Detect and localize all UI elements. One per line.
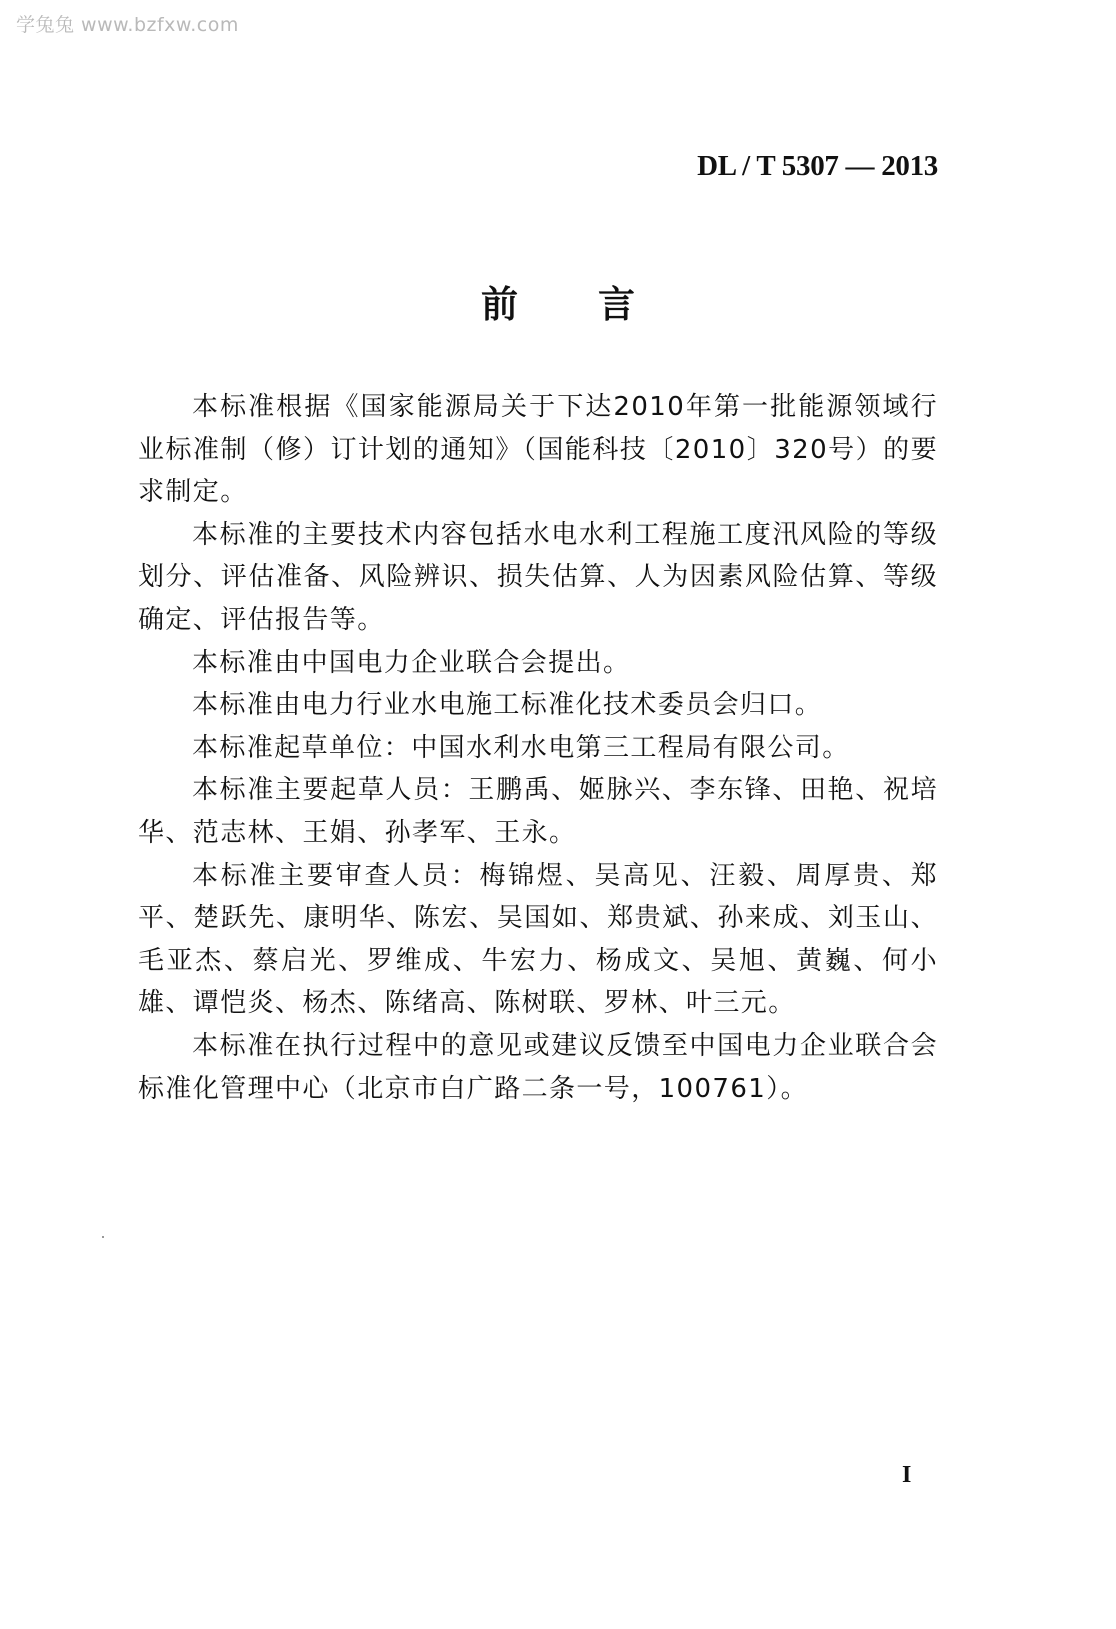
- page-number: I: [902, 1462, 912, 1488]
- scan-speck: [102, 1236, 104, 1238]
- watermark-text: 学兔兔 www.bzfxw.com: [16, 14, 239, 36]
- paragraph-drafting-unit: 本标准起草单位：中国水利水电第三工程局有限公司。: [192, 732, 850, 763]
- paragraph-administrator: 本标准由电力行业水电施工标准化技术委员会归口。: [192, 690, 823, 721]
- page-title-char-1: 前: [481, 283, 518, 326]
- paragraph-basis: 本标准根据《国家能源局关于下达2010年第一批能源领域行业标准制（修）订计划的通知》（国能科技〔2010〕320号）的要求制定。: [138, 392, 938, 508]
- standard-code: DL / T 5307 — 2013: [697, 150, 938, 182]
- paragraph-proposer: 本标准由中国电力企业联合会提出。: [192, 647, 631, 678]
- page-title: [0, 274, 1116, 328]
- paragraph-drafters: 本标准主要起草人员：王鹏禹、姬脉兴、李东锋、田艳、祝培华、范志林、王娟、孙孝军、王永。: [138, 775, 938, 848]
- preface-body: [138, 386, 938, 1110]
- page-title-char-2: 言: [598, 283, 635, 326]
- paragraph-feedback: 本标准在执行过程中的意见或建议反馈至中国电力企业联合会标准化管理中心（北京市白广路二条一号，100761）。: [138, 1030, 938, 1104]
- paragraph-reviewers: 本标准主要审查人员：梅锦煜、吴高见、汪毅、周厚贵、郑平、楚跃先、康明华、陈宏、吴国如、郑贵斌、孙来成、刘玉山、毛亚杰、蔡启光、罗维成、牛宏力、杨成文、吴旭、黄巍、何小雄、谭恺炎、杨杰、陈绪高、陈树联、罗林、叶三元。: [138, 860, 938, 1019]
- paragraph-content: 本标准的主要技术内容包括水电水利工程施工度汛风险的等级划分、评估准备、风险辨识、损失估算、人为因素风险估算、等级确定、评估报告等。: [138, 519, 938, 635]
